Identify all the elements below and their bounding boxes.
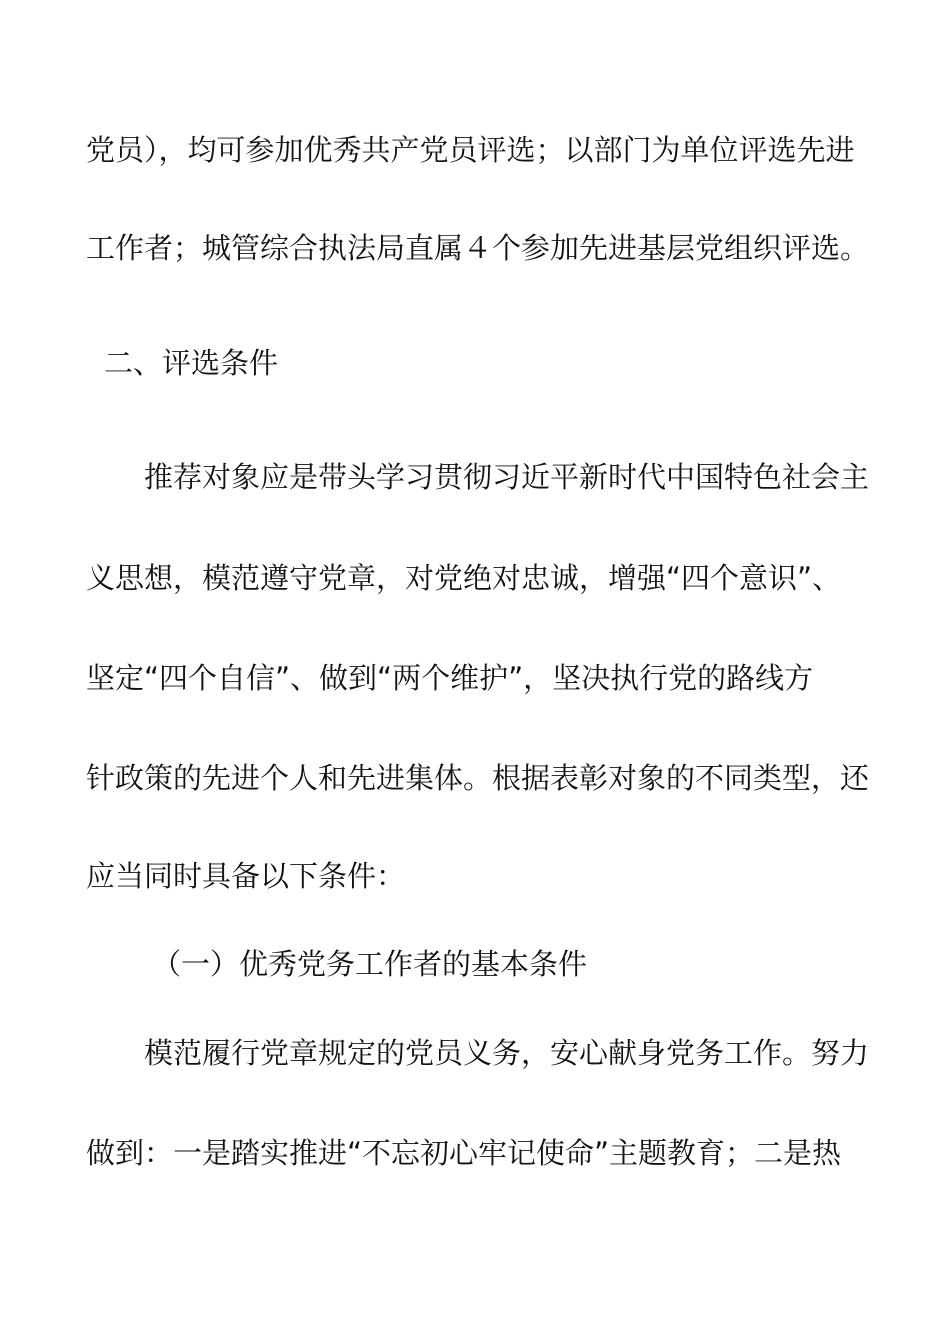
paragraph-line-2: 工作者；城管综合执法局直属４个参加先进基层党组织评选。 bbox=[86, 231, 870, 265]
paragraph-line-8: 模范履行党章规定的党员义务，安心献身党务工作。努力 bbox=[144, 1036, 870, 1070]
paragraph-line-3: 推荐对象应是带头学习贯彻习近平新时代中国特色社会主 bbox=[144, 460, 870, 494]
paragraph-line-5: 坚定“四个自信”、做到“两个维护”，坚决执行党的路线方 bbox=[86, 661, 814, 695]
subsection-heading: （一）优秀党务工作者的基本条件 bbox=[152, 947, 588, 981]
paragraph-line-6: 针政策的先进个人和先进集体。根据表彰对象的不同类型，还 bbox=[86, 761, 870, 795]
paragraph-line-7: 应当同时具备以下条件： bbox=[86, 859, 406, 893]
paragraph-line-4: 义思想，模范遵守党章，对党绝对忠诚，增强“四个意识”、 bbox=[86, 561, 842, 595]
paragraph-line-9: 做到：一是踏实推进“不忘初心牢记使命”主题教育；二是热 bbox=[86, 1136, 842, 1170]
paragraph-line-1: 党员），均可参加优秀共产党员评选；以部门为单位评选先进 bbox=[86, 133, 855, 167]
section-heading: 二、评选条件 bbox=[104, 346, 279, 380]
